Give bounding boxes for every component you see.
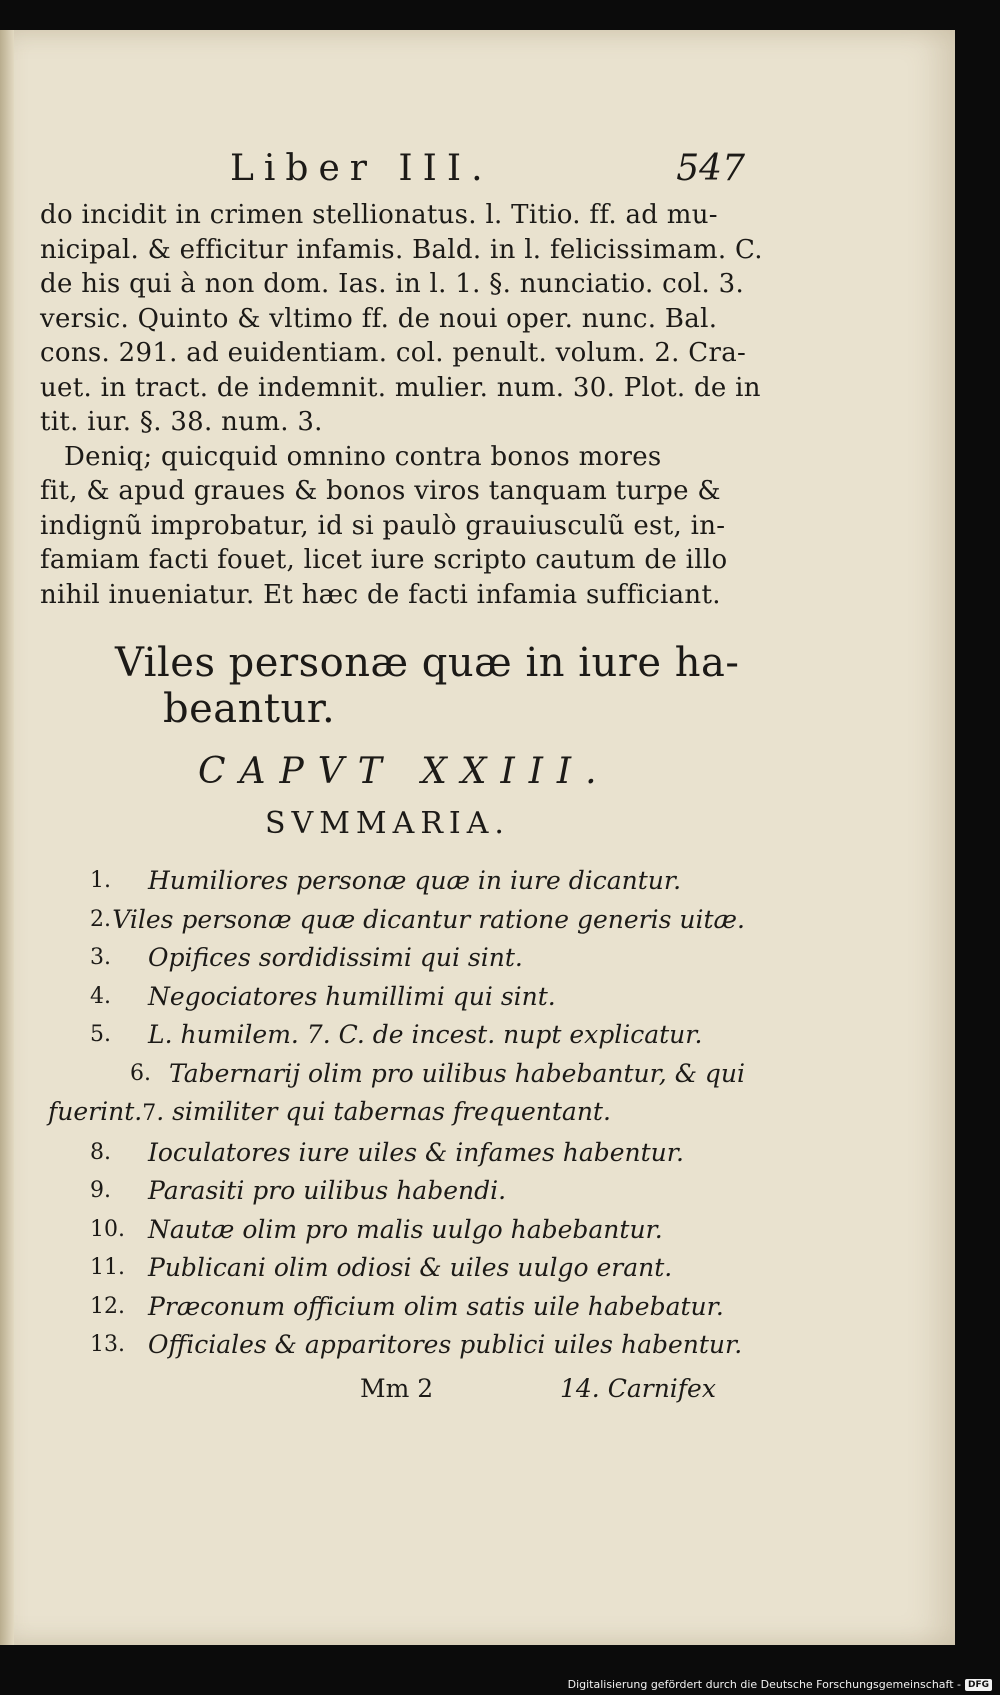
item-text: fuerint. xyxy=(48,1097,143,1126)
page-footer xyxy=(40,1369,745,1409)
item-number: 12. xyxy=(90,1293,125,1319)
catchword: 14. Carnifex xyxy=(560,1373,716,1403)
text-line: tit. iur. §. 38. num. 3. xyxy=(40,407,323,437)
summaria-item xyxy=(40,1211,745,1250)
item-text: . similiter qui tabernas frequentant. xyxy=(156,1097,611,1126)
item-number: 4. xyxy=(90,983,111,1009)
text-line: indignũ improbatur, id si paulò grauiusculũ est, in- xyxy=(40,510,726,541)
item-number: 2. xyxy=(90,906,111,932)
credit-text: Digitalisierung gefördert durch die Deutsche Forschungsgemeinschaft - xyxy=(567,1678,961,1691)
item-text: L. humilem. 7. C. de incest. nupt explicatur. xyxy=(148,1020,703,1049)
running-head: Liber III. xyxy=(230,148,493,189)
page-gutter xyxy=(0,30,14,1645)
page-text xyxy=(40,148,763,1409)
page-header xyxy=(40,148,745,198)
item-number: 1. xyxy=(90,868,111,893)
item-number: 3. xyxy=(90,945,111,970)
chapter-title-line: Viles personæ quæ in iure ha- xyxy=(115,640,740,686)
item-text: Officiales & apparitores publici uiles habentur. xyxy=(148,1330,743,1359)
item-text: Publicani olim odiosi & uiles uulgo erant. xyxy=(148,1253,673,1282)
paragraph-2 xyxy=(40,440,745,613)
item-number: 10. xyxy=(90,1216,125,1242)
digitization-credit xyxy=(568,1678,992,1691)
item-text: Ioculatores iure uiles & infames habentur. xyxy=(148,1137,684,1167)
item-text: Nautæ olim pro malis uulgo habebantur. xyxy=(148,1214,663,1244)
chapter-title-line: beantur. xyxy=(163,686,336,732)
summaria-item xyxy=(40,1249,745,1288)
summaria-item xyxy=(40,1055,745,1094)
item-text: Negociatores humillimi qui sint. xyxy=(148,981,556,1011)
item-number: 5. xyxy=(90,1022,111,1047)
signature-mark: Mm 2 xyxy=(360,1373,434,1403)
text-line: nihil inueniatur. Et hæc de facti infamia sufficiant. xyxy=(40,579,721,610)
text-line: versic. Quinto & vltimo ff. de noui oper. nunc. Bal. xyxy=(40,303,718,334)
summaria-item xyxy=(40,1134,745,1173)
item-number: 11. xyxy=(90,1255,125,1280)
summaria-list xyxy=(40,862,745,1365)
text-line: fit, & apud graues & bonos viros tanquam turpe & xyxy=(40,476,721,506)
text-line: nicipal. & efficitur infamis. Bald. in l. felicissimam. C. xyxy=(40,234,763,265)
summaria-item xyxy=(40,901,745,940)
text-line: uet. in tract. de indemnit. mulier. num. 30. Plot. de in xyxy=(40,372,761,403)
chapter-title xyxy=(115,640,745,732)
summaria-item xyxy=(40,1172,745,1211)
item-text: Viles personæ quæ dicantur ratione generis uitæ. xyxy=(112,904,745,934)
summaria-item xyxy=(40,939,745,978)
item-number: 9. xyxy=(90,1178,111,1203)
item-text: Præconum officium olim satis uile habebatur. xyxy=(148,1291,724,1321)
item-text: Parasiti pro uilibus habendi. xyxy=(148,1176,507,1205)
item-text: Opifices sordidissimi qui sint. xyxy=(148,943,523,972)
text-line: do incidit in crimen stellionatus. l. Titio. ff. ad mu- xyxy=(40,200,718,230)
summaria-heading: SVMMARIA. xyxy=(265,806,510,841)
text-line: cons. 291. ad euidentiam. col. penult. volum. 2. Cra- xyxy=(40,338,747,368)
paragraph-1 xyxy=(40,198,763,440)
item-number: 6. xyxy=(130,1060,151,1086)
item-number: 13. xyxy=(90,1332,125,1357)
summaria-item xyxy=(40,1288,745,1327)
item-number: 8. xyxy=(90,1139,111,1165)
text-line: famiam facti fouet, licet iure scripto cautum de illo xyxy=(40,545,728,575)
text-line: de his qui à non dom. Ias. in l. 1. §. nunciatio. col. 3. xyxy=(40,269,745,299)
item-text: Humiliores personæ quæ in iure dicantur. xyxy=(148,866,682,895)
summaria-item xyxy=(40,978,745,1017)
summaria-item xyxy=(40,1016,745,1055)
item-number: 7 xyxy=(142,1101,157,1126)
summaria-item xyxy=(40,862,745,901)
item-text: Tabernarij olim pro uilibus habebantur, & qui xyxy=(168,1058,745,1088)
dfg-logo-icon: DFG xyxy=(965,1679,992,1691)
summaria-item xyxy=(40,1326,745,1365)
book-page xyxy=(0,30,955,1645)
chapter-number: CAPVT XXIII. xyxy=(198,751,611,792)
page-number: 547 xyxy=(676,148,745,189)
summaria-item-continuation xyxy=(48,1093,745,1134)
text-line: Deniq; quicquid omnino contra bonos mores xyxy=(64,441,662,472)
